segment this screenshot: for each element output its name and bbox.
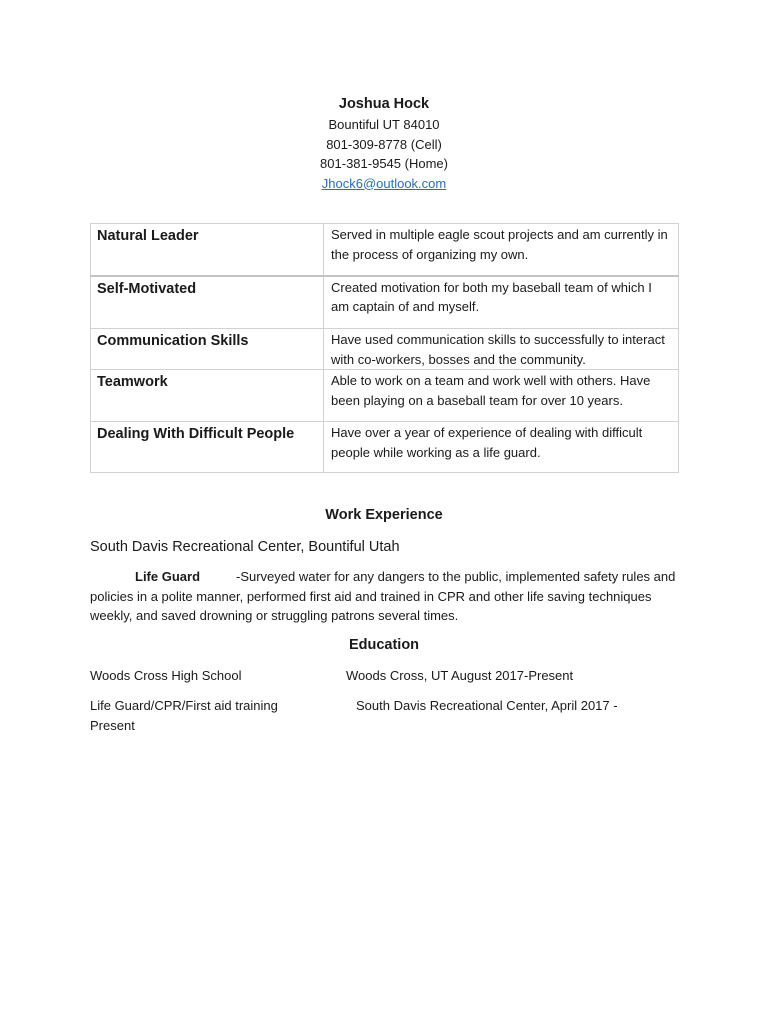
skill-description: Served in multiple eagle scout projects and am currently in the process of organizing my own.	[324, 224, 679, 276]
skills-row	[91, 329, 679, 370]
education-entry	[90, 666, 682, 686]
applicant-name: Joshua Hock	[338, 96, 430, 112]
skill-name: Natural Leader	[91, 224, 324, 276]
education-detail: Woods Cross, UT August 2017-Present	[346, 668, 574, 683]
skill-name: Dealing With Difficult People	[91, 422, 324, 473]
skill-description: Able to work on a team and work well with others. Have been playing on a baseball team for over 10 years.	[324, 370, 679, 422]
skill-name: Teamwork	[91, 370, 324, 422]
job-role: Life Guard	[135, 569, 201, 584]
skill-description: Have over a year of experience of dealing with difficult people while working as a life guard.	[324, 422, 679, 473]
job-description: -Surveyed water for any dangers to the public, implemented safety rules and policies in a polite manner, performed first aid and trained in CPR and other life saving techniques weekly, and saved drowning or struggling patrons several times.	[90, 569, 676, 623]
skill-name: Self-Motivated	[91, 276, 324, 329]
skills-table	[90, 223, 679, 473]
applicant-cell-phone: 801-309-8778 (Cell)	[326, 136, 442, 152]
skills-row	[91, 276, 679, 329]
email-link[interactable]: Jhock6@outlook.com	[321, 175, 447, 191]
education-heading: Education	[348, 637, 420, 653]
applicant-home-phone: 801-381-9545 (Home)	[320, 156, 448, 171]
applicant-city: Bountiful UT 84010	[328, 117, 440, 132]
education-school: Life Guard/CPR/First aid training	[90, 698, 278, 713]
education-entry	[90, 696, 682, 736]
skill-description: Have used communication skills to successfully to interact with co-workers, bosses and the community.	[324, 329, 679, 370]
employer-name: South Davis Recreational Center, Bountiful Utah	[90, 539, 400, 555]
skill-description: Created motivation for both my baseball team of which I am captain of and myself.	[324, 276, 679, 329]
job-entry	[90, 567, 682, 626]
education-detail-continuation: Present	[90, 717, 135, 733]
skills-row	[91, 370, 679, 422]
skill-name: Communication Skills	[91, 329, 324, 370]
skills-row	[91, 422, 679, 473]
education-school: Woods Cross High School	[90, 668, 242, 683]
resume-header	[0, 93, 768, 193]
skills-row	[91, 224, 679, 276]
work-experience-heading: Work Experience	[325, 507, 443, 523]
education-detail: South Davis Recreational Center, April 2017 -	[356, 698, 618, 713]
